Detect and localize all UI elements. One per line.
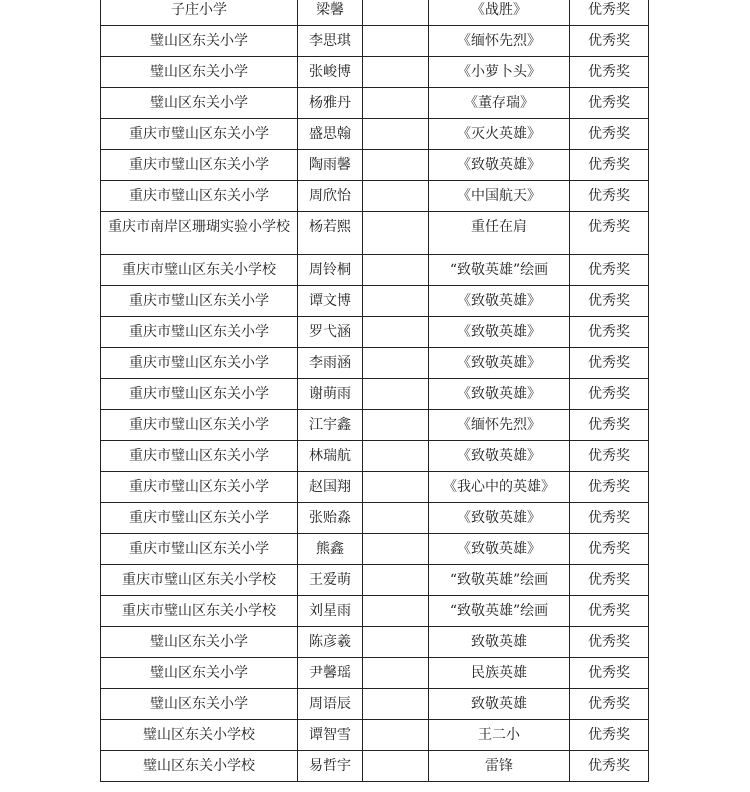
- empty-cell: [363, 658, 429, 689]
- award-cell: 优秀奖: [570, 57, 649, 88]
- award-cell: 优秀奖: [570, 379, 649, 410]
- student-name-cell: 谭文博: [298, 286, 363, 317]
- student-name-cell: 张峻博: [298, 57, 363, 88]
- school-cell: 重庆市璧山区东关小学: [101, 181, 298, 212]
- work-title-cell: 民族英雄: [429, 658, 570, 689]
- student-name-cell: 易哲宇: [298, 751, 363, 782]
- table-row: [101, 212, 649, 255]
- award-cell: 优秀奖: [570, 472, 649, 503]
- award-table-body: [101, 0, 649, 782]
- table-row: [101, 88, 649, 119]
- table-row: [101, 410, 649, 441]
- school-cell: 重庆市璧山区东关小学: [101, 119, 298, 150]
- award-table: [100, 0, 649, 782]
- award-cell: 优秀奖: [570, 441, 649, 472]
- work-title-cell: 《致敬英雄》: [429, 317, 570, 348]
- school-cell: 璧山区东关小学校: [101, 720, 298, 751]
- work-title-cell: 《缅怀先烈》: [429, 26, 570, 57]
- table-row: [101, 255, 649, 286]
- award-cell: 优秀奖: [570, 689, 649, 720]
- empty-cell: [363, 181, 429, 212]
- student-name-cell: 周语辰: [298, 689, 363, 720]
- table-row: [101, 119, 649, 150]
- award-table-page: [100, 0, 649, 782]
- award-cell: 优秀奖: [570, 596, 649, 627]
- empty-cell: [363, 286, 429, 317]
- work-title-cell: “致敬英雄”绘画: [429, 255, 570, 286]
- award-cell: 优秀奖: [570, 255, 649, 286]
- award-cell: 优秀奖: [570, 720, 649, 751]
- work-title-cell: 王二小: [429, 720, 570, 751]
- table-row: [101, 472, 649, 503]
- student-name-cell: 陈彦羲: [298, 627, 363, 658]
- school-cell: 璧山区东关小学: [101, 26, 298, 57]
- award-cell: 优秀奖: [570, 26, 649, 57]
- work-title-cell: “致敬英雄”绘画: [429, 565, 570, 596]
- student-name-cell: 刘星雨: [298, 596, 363, 627]
- school-cell: 重庆市璧山区东关小学: [101, 503, 298, 534]
- student-name-cell: 尹馨瑶: [298, 658, 363, 689]
- school-cell: 璧山区东关小学: [101, 57, 298, 88]
- student-name-cell: 李雨涵: [298, 348, 363, 379]
- table-row: [101, 565, 649, 596]
- empty-cell: [363, 410, 429, 441]
- table-row: [101, 689, 649, 720]
- award-cell: 优秀奖: [570, 0, 649, 26]
- award-cell: 优秀奖: [570, 286, 649, 317]
- work-title-cell: 《小萝卜头》: [429, 57, 570, 88]
- table-row: [101, 348, 649, 379]
- student-name-cell: 江宇鑫: [298, 410, 363, 441]
- student-name-cell: 李思琪: [298, 26, 363, 57]
- school-cell: 重庆市璧山区东关小学: [101, 441, 298, 472]
- school-cell: 重庆市璧山区东关小学: [101, 286, 298, 317]
- student-name-cell: 谢萌雨: [298, 379, 363, 410]
- empty-cell: [363, 534, 429, 565]
- school-cell: 重庆市璧山区东关小学: [101, 317, 298, 348]
- empty-cell: [363, 348, 429, 379]
- school-cell: 重庆市璧山区东关小学校: [101, 596, 298, 627]
- empty-cell: [363, 88, 429, 119]
- table-row: [101, 57, 649, 88]
- student-name-cell: 张贻淼: [298, 503, 363, 534]
- award-cell: 优秀奖: [570, 150, 649, 181]
- work-title-cell: 致敬英雄: [429, 689, 570, 720]
- work-title-cell: 《灭火英雄》: [429, 119, 570, 150]
- empty-cell: [363, 565, 429, 596]
- school-cell: 璧山区东关小学: [101, 689, 298, 720]
- table-row: [101, 658, 649, 689]
- school-cell: 重庆市璧山区东关小学: [101, 348, 298, 379]
- work-title-cell: 《战胜》: [429, 0, 570, 26]
- table-row: [101, 26, 649, 57]
- table-row: [101, 286, 649, 317]
- school-cell: 重庆市璧山区东关小学校: [101, 565, 298, 596]
- school-cell: 璧山区东关小学校: [101, 751, 298, 782]
- table-row: [101, 627, 649, 658]
- work-title-cell: 《致敬英雄》: [429, 534, 570, 565]
- empty-cell: [363, 689, 429, 720]
- award-cell: 优秀奖: [570, 627, 649, 658]
- student-name-cell: 王爱萌: [298, 565, 363, 596]
- award-cell: 优秀奖: [570, 503, 649, 534]
- table-row: [101, 0, 649, 26]
- empty-cell: [363, 379, 429, 410]
- work-title-cell: 《董存瑞》: [429, 88, 570, 119]
- school-cell: 重庆市璧山区东关小学: [101, 410, 298, 441]
- award-cell: 优秀奖: [570, 565, 649, 596]
- table-row: [101, 720, 649, 751]
- award-cell: 优秀奖: [570, 212, 649, 255]
- empty-cell: [363, 472, 429, 503]
- empty-cell: [363, 441, 429, 472]
- student-name-cell: 梁馨: [298, 0, 363, 26]
- work-title-cell: 《致敬英雄》: [429, 286, 570, 317]
- empty-cell: [363, 212, 429, 255]
- work-title-cell: 《缅怀先烈》: [429, 410, 570, 441]
- school-cell: 璧山区东关小学: [101, 88, 298, 119]
- work-title-cell: 雷锋: [429, 751, 570, 782]
- empty-cell: [363, 596, 429, 627]
- empty-cell: [363, 720, 429, 751]
- student-name-cell: 赵国翔: [298, 472, 363, 503]
- award-cell: 优秀奖: [570, 348, 649, 379]
- student-name-cell: 周欣怡: [298, 181, 363, 212]
- work-title-cell: 重任在肩: [429, 212, 570, 255]
- table-row: [101, 181, 649, 212]
- empty-cell: [363, 119, 429, 150]
- work-title-cell: 致敬英雄: [429, 627, 570, 658]
- table-row: [101, 317, 649, 348]
- school-cell: 重庆市璧山区东关小学: [101, 150, 298, 181]
- award-cell: 优秀奖: [570, 751, 649, 782]
- school-cell: 璧山区东关小学: [101, 658, 298, 689]
- school-cell: 璧山区东关小学: [101, 627, 298, 658]
- empty-cell: [363, 255, 429, 286]
- table-row: [101, 379, 649, 410]
- student-name-cell: 周铃桐: [298, 255, 363, 286]
- table-row: [101, 534, 649, 565]
- student-name-cell: 林瑞航: [298, 441, 363, 472]
- work-title-cell: “致敬英雄”绘画: [429, 596, 570, 627]
- empty-cell: [363, 57, 429, 88]
- student-name-cell: 杨雅丹: [298, 88, 363, 119]
- work-title-cell: 《致敬英雄》: [429, 150, 570, 181]
- work-title-cell: 《致敬英雄》: [429, 379, 570, 410]
- table-row: [101, 503, 649, 534]
- school-cell: 重庆市南岸区珊瑚实验小学校: [101, 212, 298, 255]
- award-cell: 优秀奖: [570, 410, 649, 441]
- empty-cell: [363, 317, 429, 348]
- award-cell: 优秀奖: [570, 658, 649, 689]
- student-name-cell: 罗弋涵: [298, 317, 363, 348]
- school-cell: 重庆市璧山区东关小学: [101, 379, 298, 410]
- work-title-cell: 《中国航天》: [429, 181, 570, 212]
- school-cell: 重庆市璧山区东关小学: [101, 534, 298, 565]
- work-title-cell: 《致敬英雄》: [429, 348, 570, 379]
- student-name-cell: 熊鑫: [298, 534, 363, 565]
- table-row: [101, 596, 649, 627]
- table-row: [101, 150, 649, 181]
- award-cell: 优秀奖: [570, 181, 649, 212]
- student-name-cell: 谭智雪: [298, 720, 363, 751]
- award-cell: 优秀奖: [570, 317, 649, 348]
- empty-cell: [363, 150, 429, 181]
- student-name-cell: 盛思翰: [298, 119, 363, 150]
- student-name-cell: 杨若熙: [298, 212, 363, 255]
- work-title-cell: 《致敬英雄》: [429, 503, 570, 534]
- empty-cell: [363, 503, 429, 534]
- award-cell: 优秀奖: [570, 119, 649, 150]
- student-name-cell: 陶雨馨: [298, 150, 363, 181]
- school-cell: 重庆市璧山区东关小学校: [101, 255, 298, 286]
- table-row: [101, 441, 649, 472]
- award-cell: 优秀奖: [570, 534, 649, 565]
- work-title-cell: 《致敬英雄》: [429, 441, 570, 472]
- school-cell: 子庄小学: [101, 0, 298, 26]
- empty-cell: [363, 627, 429, 658]
- table-row: [101, 751, 649, 782]
- empty-cell: [363, 751, 429, 782]
- work-title-cell: 《我心中的英雄》: [429, 472, 570, 503]
- school-cell: 重庆市璧山区东关小学: [101, 472, 298, 503]
- empty-cell: [363, 26, 429, 57]
- empty-cell: [363, 0, 429, 26]
- award-cell: 优秀奖: [570, 88, 649, 119]
